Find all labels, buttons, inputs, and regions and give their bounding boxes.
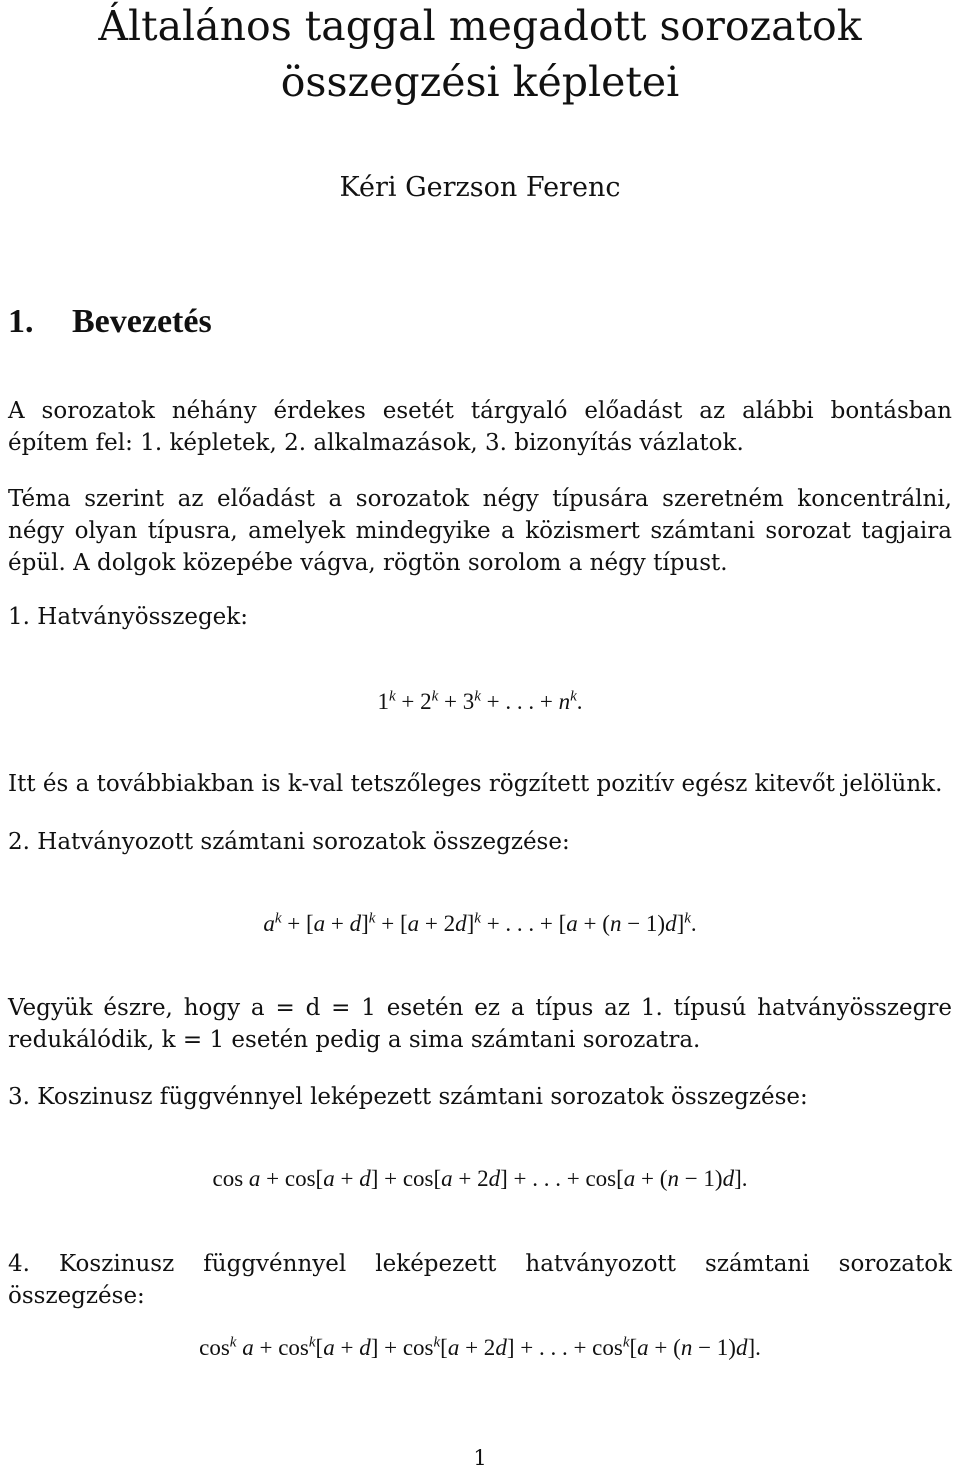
section-title: Bevezetés (72, 303, 212, 340)
equation-4: $\cos^k a + \cos^k[a + d] + \cos^k[a + 2d]$ + . . . + $\cos^k[a + (n - 1)d]$. (199, 1334, 761, 1360)
section-number: 1. (8, 303, 34, 340)
equation-1: $1^k + 2^k + 3^k$ + . . . + $n^k$. (377, 688, 583, 714)
author-name: Kéri Gerzson Ferenc (339, 172, 621, 203)
list-item-3: 3. Koszinusz függvénnyel leképezett számtani sorozatok összegzése: (8, 1084, 808, 1110)
page-number: 1 (473, 1446, 487, 1470)
paragraph-types: Téma szerint az előadást a sorozatok négy típusára szeretném koncentrálni, négy olyan típusra, amelyek mindegyike a közismert számtani sorozat tagjaira épül. A dolgok közepébe vágva, rögtön sorolom a négy típust. (8, 486, 952, 576)
list-item-2: 2. Hatványozott számtani sorozatok összegzése: (8, 829, 570, 855)
paper-title-line-1: Általános taggal megadott sorozatok (98, 2, 862, 50)
equation-2: $a^k + [a + d]^k + [a + 2d]^k$ + . . . + $[a + (n - 1)d]^k$. (263, 910, 697, 936)
list-item-4: 4. Koszinusz függvénnyel leképezett hatványozott számtani sorozatok összegzése: (8, 1251, 952, 1309)
equation-3: cos a + cos[a + d] + cos[a + 2d] + . . . + cos[a + (n − 1)d]. (212, 1166, 748, 1191)
paper-title-line-2: összegzési képletei (280, 58, 680, 106)
section-heading (8, 303, 212, 341)
list-item-1: 1. Hatványösszegek: (8, 604, 248, 630)
paragraph-intro: A sorozatok néhány érdekes esetét tárgyaló előadást az alábbi bontásban építem fel: 1. képletek, 2. alkalmazások, 3. bizonyítás vázlatok. (8, 398, 952, 456)
paragraph-note-reduction: Vegyük észre, hogy a = d = 1 esetén ez a típus az 1. típusú hatványösszegre redukálódik, k = 1 esetén pedig a sima számtani sorozatra. (8, 995, 952, 1053)
paragraph-note-k: Itt és a továbbiakban is k-val tetszőleges rögzített pozitív egész kitevőt jelölünk. (8, 771, 943, 797)
